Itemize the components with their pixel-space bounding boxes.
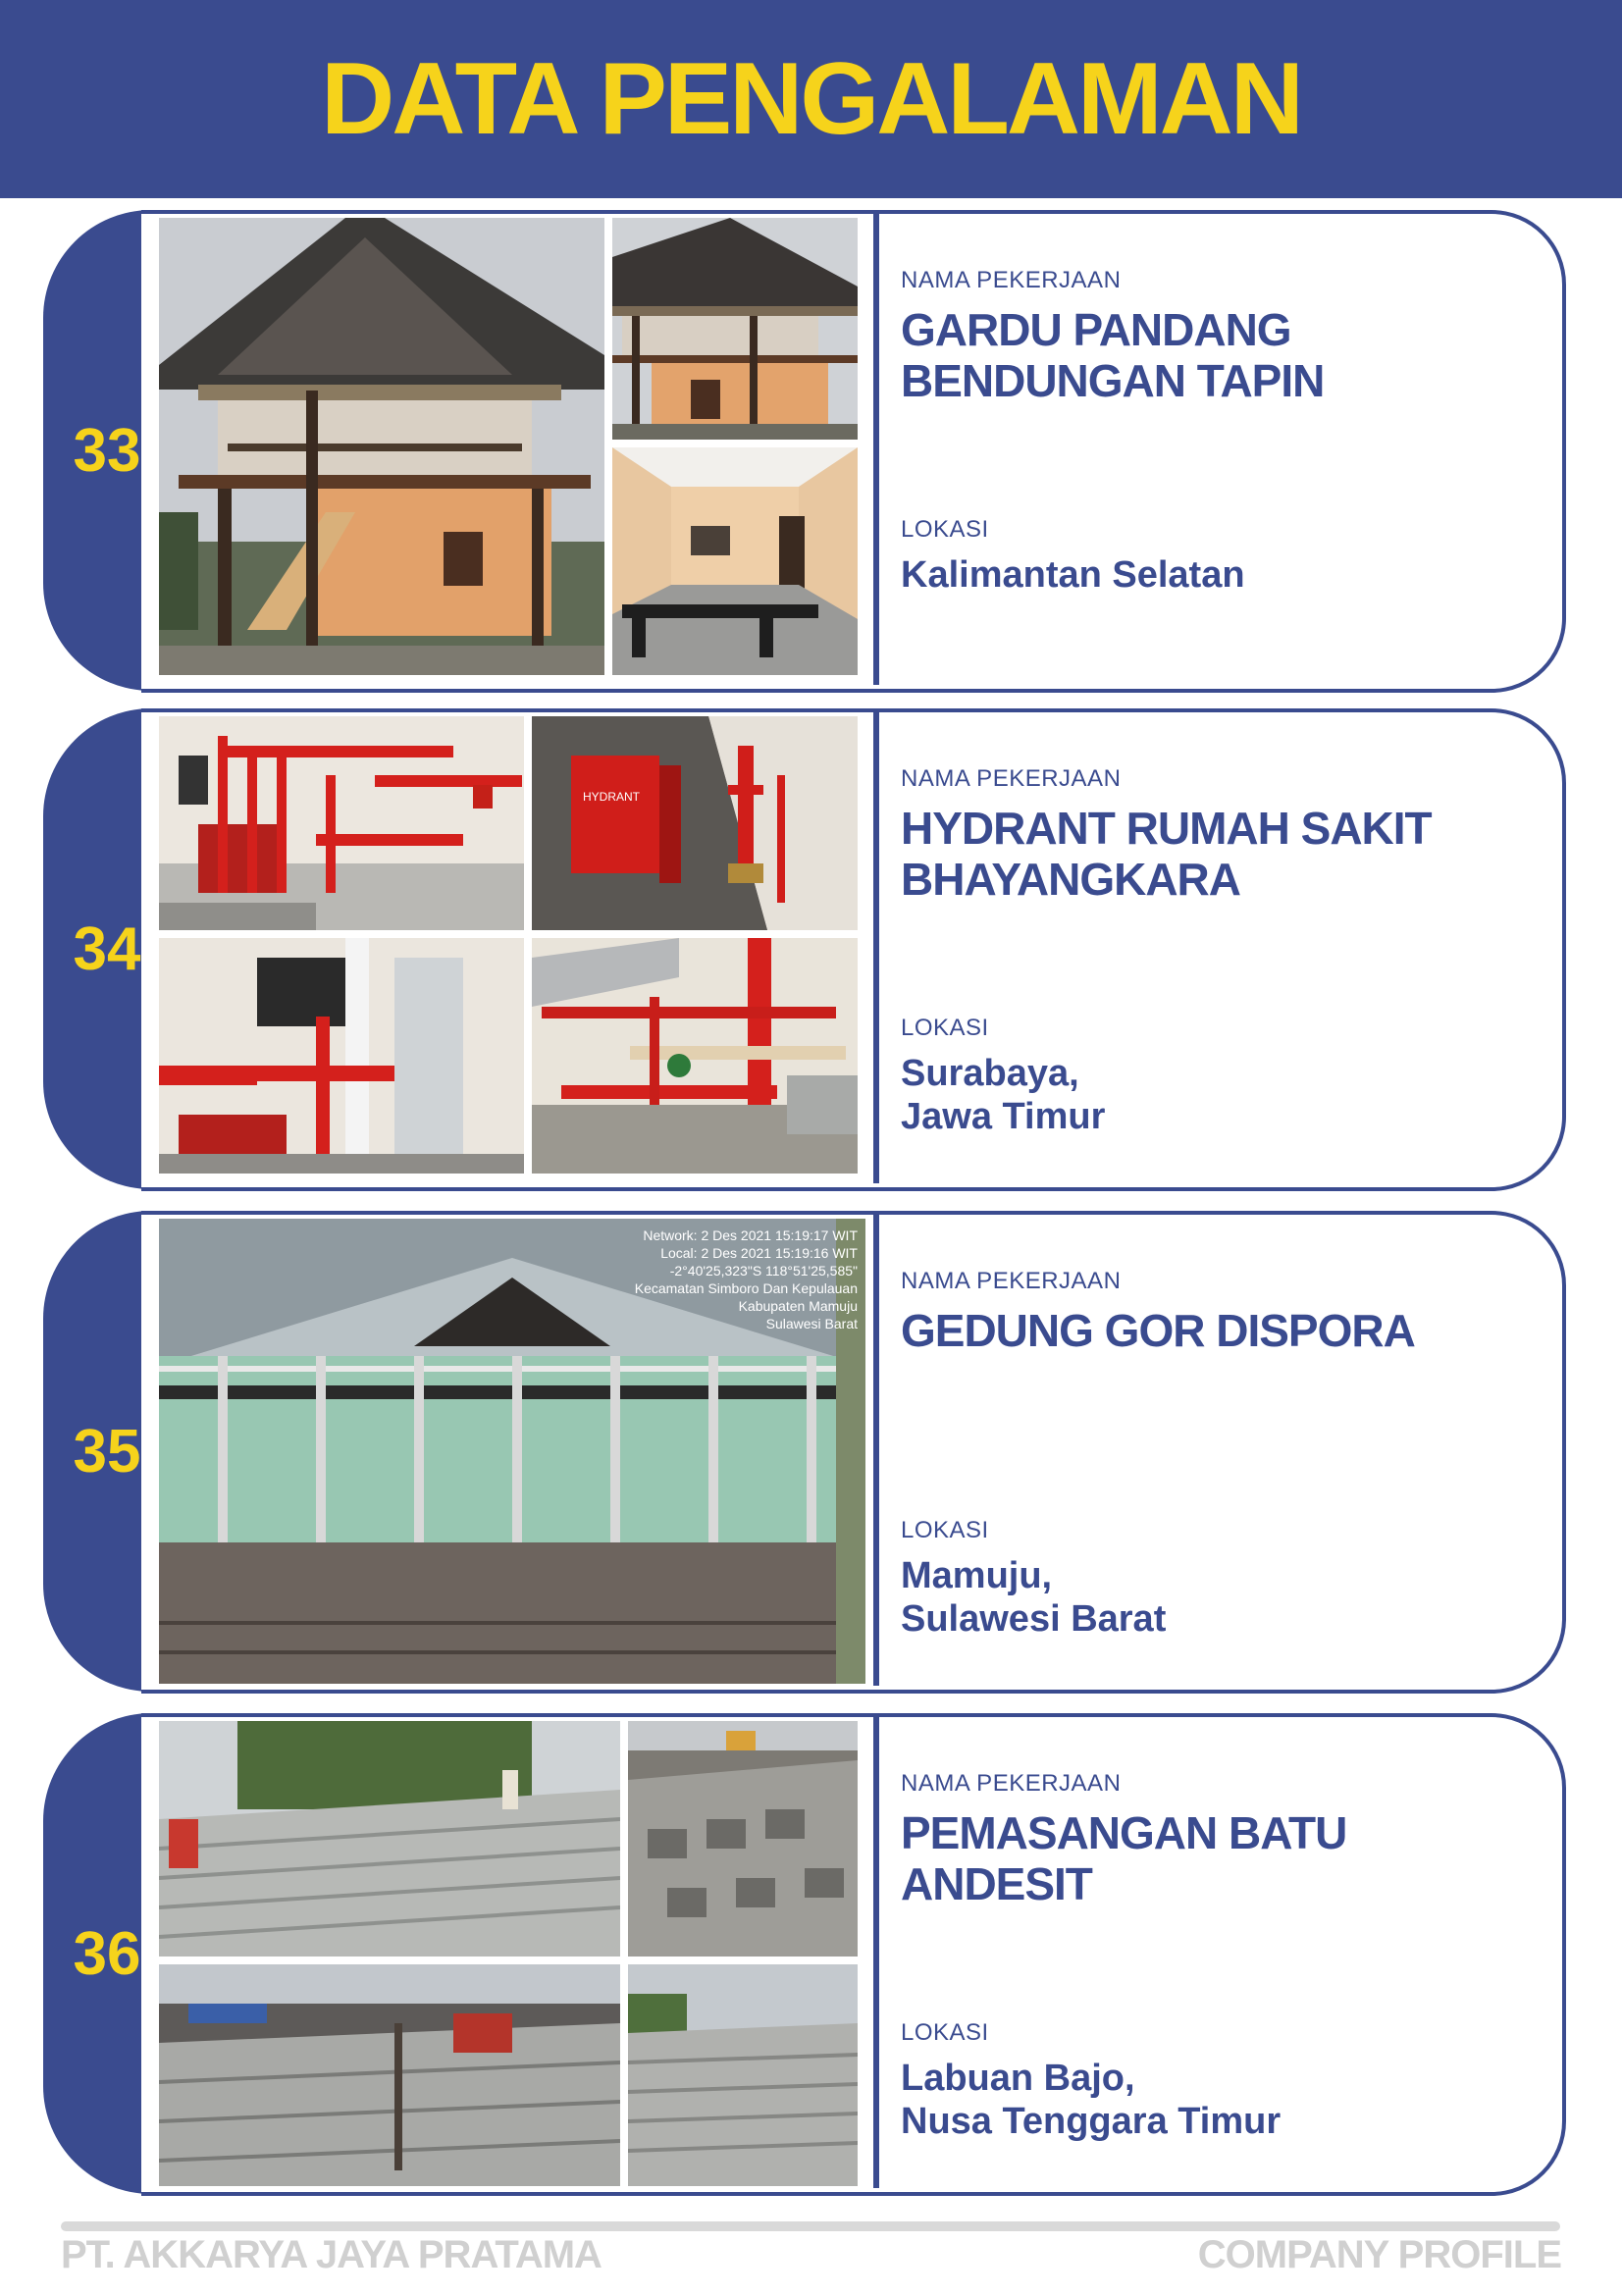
- card-divider: [873, 1215, 879, 1686]
- location-line: Jawa Timur: [901, 1096, 1106, 1137]
- photo-collage: [159, 218, 879, 683]
- job-label: NAMA PEKERJAAN: [901, 1268, 1122, 1294]
- photo-hydrant-box: [532, 716, 858, 930]
- photo-gor-interior: [159, 1219, 865, 1684]
- photo-pipe-valves: [532, 938, 858, 1174]
- photo-pump-room: [159, 716, 524, 930]
- project-info: [901, 1211, 1529, 1692]
- photo-finished-steps: [628, 1964, 858, 2186]
- footer-divider: [61, 2221, 1560, 2231]
- project-name: [901, 1807, 1509, 1909]
- location-line: Sulawesi Barat: [901, 1598, 1167, 1640]
- location-line: Surabaya,: [901, 1053, 1079, 1094]
- project-name-line: BENDUNGAN TAPIN: [901, 355, 1325, 406]
- photo-collage: [159, 1721, 879, 2186]
- location-line: Mamuju,: [901, 1555, 1053, 1596]
- project-name-line: BHAYANGKARA: [901, 854, 1240, 905]
- project-card-34: [43, 708, 1568, 1189]
- footer-company: PT. AKKARYA JAYA PRATAMA: [61, 2233, 602, 2276]
- project-location: [901, 1554, 1509, 1641]
- project-location: [901, 2057, 1509, 2143]
- project-info: [901, 708, 1529, 1189]
- project-card-36: [43, 1713, 1568, 2194]
- project-name-line: PEMASANGAN BATU: [901, 1807, 1347, 1858]
- photo-stamp-line: Kecamatan Simboro Dan Kepulauan: [634, 1280, 858, 1296]
- photo-watchtower-side: [612, 218, 858, 440]
- project-card-35: [43, 1211, 1568, 1692]
- location-label: LOKASI: [901, 516, 989, 543]
- hydrant-box-label: HYDRANT: [583, 790, 641, 804]
- footer-doc-title: COMPANY PROFILE: [1197, 2233, 1561, 2276]
- project-number: 36: [73, 1919, 141, 1988]
- photo-construction-site: [159, 1964, 620, 2186]
- photo-stamp-line: Sulawesi Barat: [765, 1316, 858, 1331]
- project-location: [901, 553, 1509, 597]
- project-name-line: GEDUNG GOR DISPORA: [901, 1305, 1415, 1356]
- location-line: Labuan Bajo,: [901, 2058, 1135, 2099]
- project-number: 35: [73, 1417, 141, 1486]
- project-card-33: [43, 210, 1568, 691]
- project-location: [901, 1052, 1509, 1138]
- photo-collage: [159, 716, 879, 1181]
- photo-watchtower-front: [159, 218, 604, 675]
- card-divider: [873, 1717, 879, 2188]
- photo-stone-blocks: [628, 1721, 858, 1957]
- photo-stamp-line: Local: 2 Des 2021 15:19:16 WIT: [660, 1245, 858, 1261]
- card-divider: [873, 712, 879, 1183]
- job-label: NAMA PEKERJAAN: [901, 1770, 1122, 1797]
- job-label: NAMA PEKERJAAN: [901, 765, 1122, 792]
- photo-watchtower-interior: [612, 447, 858, 675]
- location-label: LOKASI: [901, 1517, 989, 1543]
- photo-pump-tank: [159, 938, 524, 1174]
- photo-stamp-line: Network: 2 Des 2021 15:19:17 WIT: [643, 1227, 858, 1243]
- photo-andesite-steps: [159, 1721, 620, 1957]
- page-title: DATA PENGALAMAN: [321, 41, 1301, 156]
- location-label: LOKASI: [901, 1015, 989, 1041]
- project-name-line: ANDESIT: [901, 1858, 1092, 1909]
- project-name: [901, 1305, 1509, 1356]
- project-name: [901, 304, 1509, 406]
- card-divider: [873, 214, 879, 685]
- header-banner: [0, 0, 1622, 198]
- photo-collage: [159, 1219, 879, 1684]
- photo-stamp-line: -2°40'25,323"S 118°51'25,585": [669, 1263, 858, 1278]
- location-label: LOKASI: [901, 2019, 989, 2046]
- project-name: [901, 803, 1509, 905]
- project-info: [901, 210, 1529, 691]
- project-number: 33: [73, 416, 141, 485]
- project-number: 34: [73, 914, 141, 983]
- project-name-line: HYDRANT RUMAH SAKIT: [901, 803, 1432, 854]
- location-line: Nusa Tenggara Timur: [901, 2101, 1282, 2142]
- project-info: [901, 1713, 1529, 2194]
- location-line: Kalimantan Selatan: [901, 554, 1245, 596]
- job-label: NAMA PEKERJAAN: [901, 267, 1122, 293]
- photo-stamp-line: Kabupaten Mamuju: [738, 1298, 858, 1314]
- project-name-line: GARDU PANDANG: [901, 304, 1291, 355]
